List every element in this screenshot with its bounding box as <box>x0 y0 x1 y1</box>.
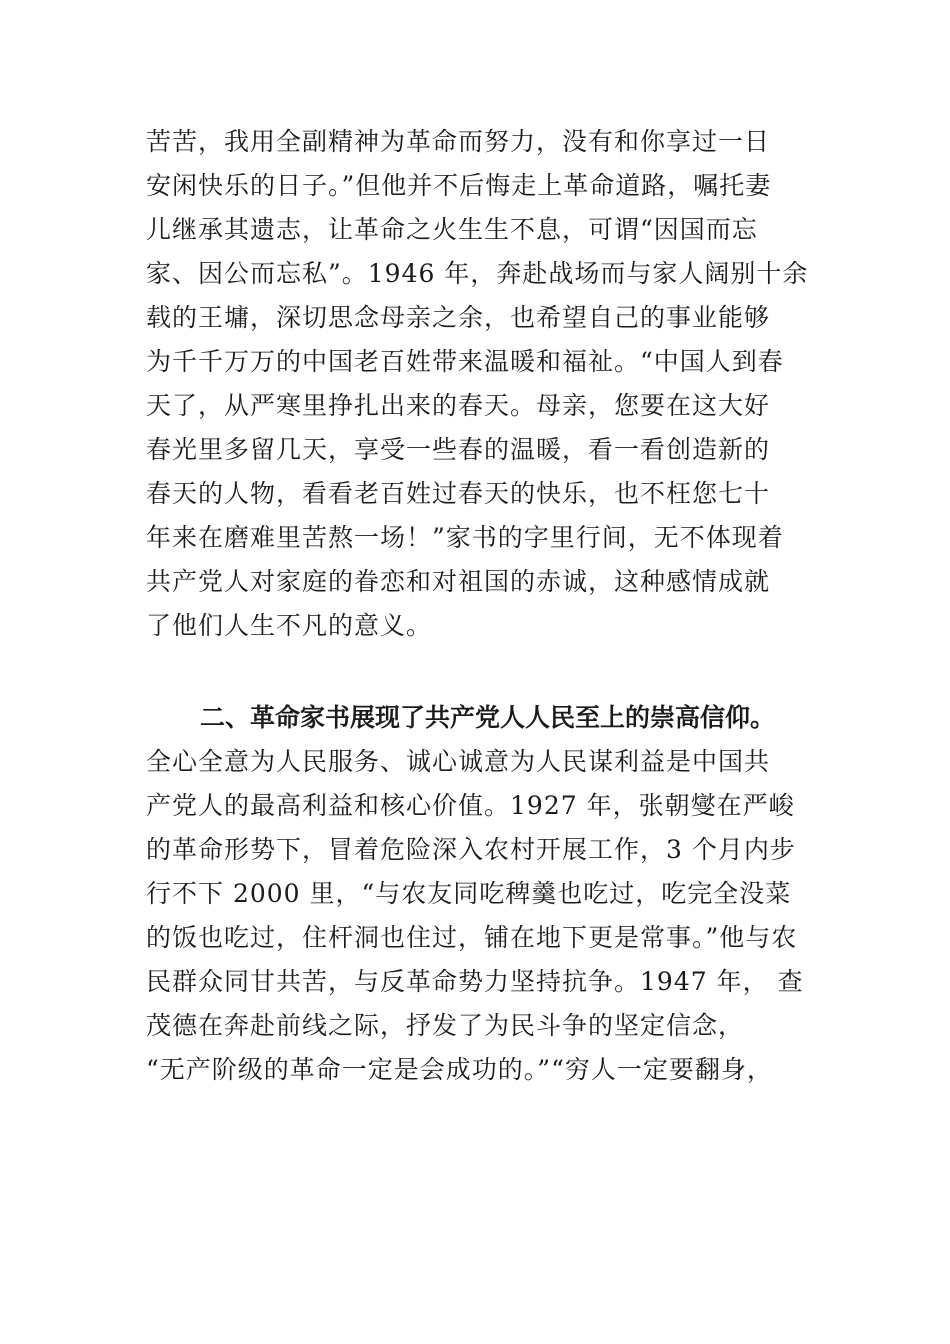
text-line: 为千千万万的中国老百姓带来温暖和福祉。“中国人到春 <box>146 347 784 376</box>
text-line: 儿继承其遗志，让革命之火生生不息，可谓“因国而忘 <box>146 215 758 244</box>
text-line: 共产党人对家庭的眷恋和对祖国的赤诚，这种感情成就 <box>146 567 771 596</box>
section-heading: 二、革命家书展现了共产党人人民至上的崇高信仰。 <box>200 703 776 732</box>
text-line: 的饭也吃过，住杆洞也住过，铺在地下更是常事。”他与农 <box>146 923 798 952</box>
text-line: 春天的人物，看看老百姓过春天的快乐，也不枉您七十 <box>146 479 771 508</box>
text-line: 载的王墉，深切思念母亲之余，也希望自己的事业能够 <box>146 303 771 332</box>
text-line: 全心全意为人民服务、诚心诚意为人民谋利益是中国共 <box>146 747 771 776</box>
text-line: 安闲快乐的日子。”但他并不后悔走上革命道路，嘱托妻 <box>146 171 772 200</box>
text-line: 了他们人生不凡的意义。 <box>146 611 433 640</box>
text-line: 产党人的最高利益和核心价值。1927 年，张朝燮在严峻 <box>146 791 795 820</box>
text-line: 茂德在奔赴前线之际，抒发了为民斗争的坚定信念， <box>146 1011 745 1040</box>
text-line: 春光里多留几天，享受一些春的温暖，看一看创造新的 <box>146 435 771 464</box>
text-line: 行不下 2000 里，“与农友同吃稗羹也吃过，吃完全没菜 <box>146 879 792 908</box>
text-line: 的革命形势下，冒着危险深入农村开展工作，3 个月内步 <box>146 835 796 864</box>
text-line: 家、因公而忘私”。1946 年，奔赴战场而与家人阔别十余 <box>146 259 809 288</box>
text-line: 天了，从严寒里挣扎出来的春天。母亲，您要在这大好 <box>146 391 771 420</box>
text-line: “无产阶级的革命一定是会成功的。”“穷人一定要翻身， <box>146 1055 773 1084</box>
text-line: 苦苦，我用全副精神为革命而努力，没有和你享过一日 <box>146 127 771 156</box>
text-line: 年来在磨难里苦熬一场！”家书的字里行间，无不体现着 <box>146 523 784 552</box>
text-line: 民群众同甘共苦，与反革命势力坚持抗争。1947 年， 查 <box>146 967 804 996</box>
